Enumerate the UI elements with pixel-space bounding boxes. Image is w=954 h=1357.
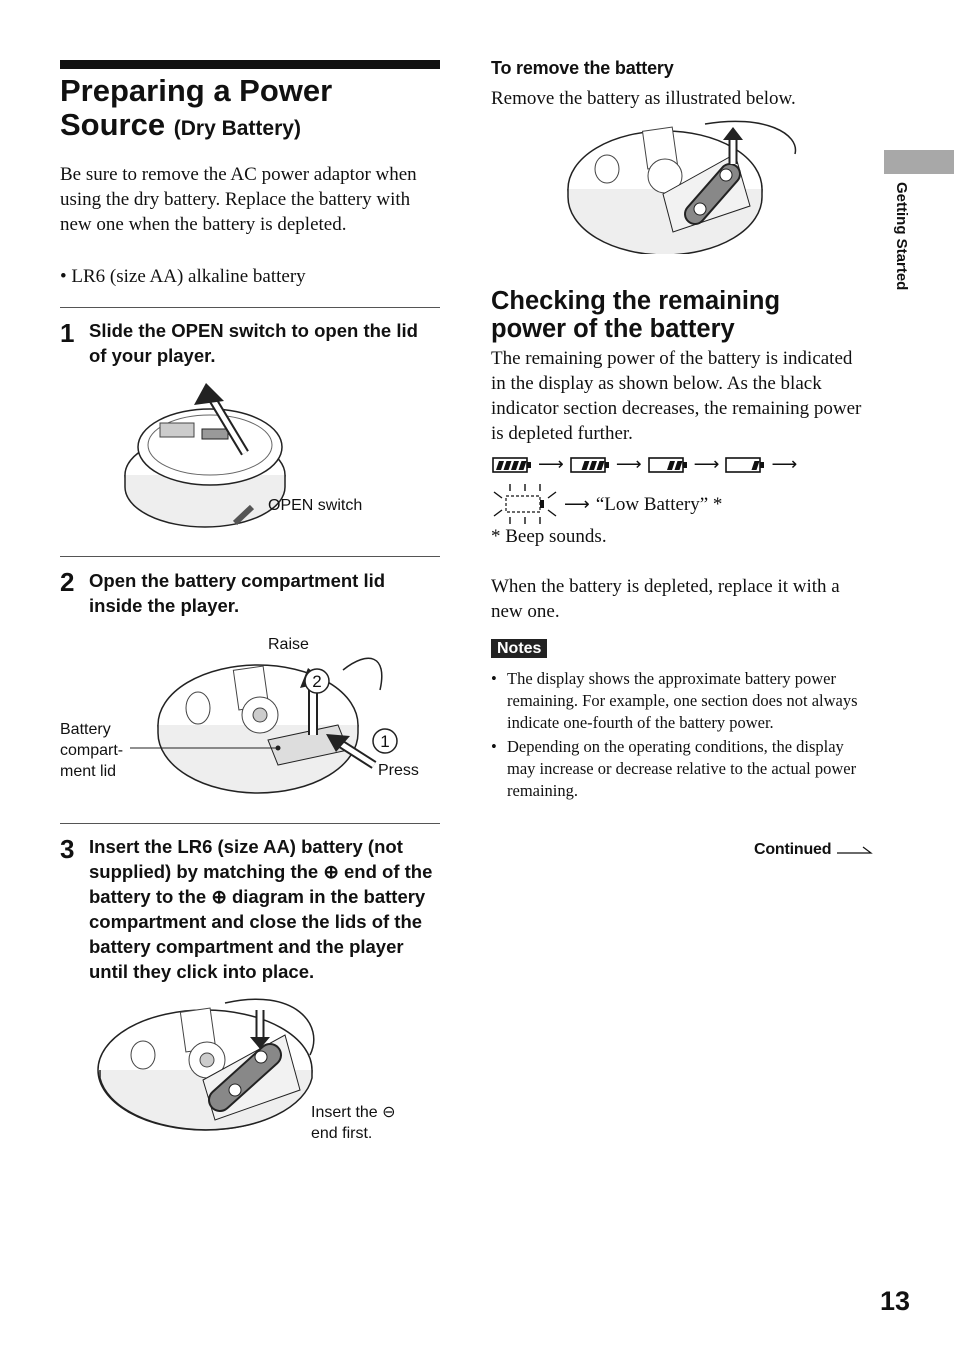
raise-label: Raise (268, 636, 309, 653)
checking-heading-line1: Checking the remaining (491, 287, 781, 315)
marker-1: 1 (380, 732, 390, 751)
step-3-text: Insert the LR6 (size AA) battery (not supplied) by matching the ⊕ end of the battery to the ⊕ diagram in the battery compartment and close the lids of the battery compartment and the player until they click into place. (89, 836, 433, 982)
step-1-number: 1 (60, 318, 75, 348)
divider (60, 556, 440, 557)
page-title (60, 74, 440, 146)
remove-battery-illustration (565, 114, 805, 254)
continued-label: Continued (754, 841, 832, 858)
note-item (491, 736, 876, 802)
divider (60, 307, 440, 308)
divider (60, 823, 440, 824)
battery-level-icon (492, 455, 532, 475)
battery-level-icon (648, 455, 688, 475)
lid-label-line3: ment lid (60, 763, 117, 780)
lid-label-line1: Battery (60, 721, 111, 738)
low-battery-text: “Low Battery” * (595, 493, 723, 515)
battery-level-icon (570, 455, 610, 475)
battery-lid-illustration (58, 630, 440, 795)
bullet-icon: • (491, 669, 497, 688)
intro-bullet: • LR6 (size AA) alkaline battery (60, 266, 306, 287)
open-switch-label: OPEN switch (268, 497, 363, 514)
continued-marker (754, 841, 875, 859)
step-2-text: Open the battery compartment lid inside the player. (89, 570, 386, 616)
section-tab (884, 150, 954, 174)
intro-paragraph: Be sure to remove the AC power adaptor when using the dry battery. Replace the battery with new one when the battery is depleted. (60, 164, 417, 235)
step-3-number: 3 (60, 834, 75, 864)
low-battery-row (492, 484, 722, 524)
footnote: * Beep sounds. (491, 526, 607, 547)
arrow-icon: ⟶ (564, 493, 590, 514)
arrow-icon: ⟶ (538, 454, 564, 474)
remove-text: Remove the battery as illustrated below. (491, 88, 796, 109)
lid-label-line2: compart- (60, 742, 124, 759)
insert-battery-illustration (95, 995, 415, 1150)
title-sub: (Dry Battery) (173, 117, 301, 140)
note-item-text: Depending on the operating conditions, the display may increase or decrease relative to the actual power remaining. (507, 737, 857, 800)
arrow-icon: ⟶ (615, 454, 642, 474)
replace-text: When the battery is depleted, replace it with a new one. (491, 576, 840, 622)
checking-heading (491, 287, 871, 343)
battery-sequence (492, 454, 803, 475)
arrow-icon: ⟶ (693, 454, 720, 474)
step-1-text: Slide the OPEN switch to open the lid of your player. (89, 320, 418, 366)
note-item (491, 668, 876, 734)
note-item-text: The display shows the approximate battery power remaining. For example, one section does not always indicate one-fourth of the battery power. (507, 669, 858, 732)
step-2-number: 2 (60, 567, 75, 597)
open-lid-illustration (110, 375, 390, 530)
intro-bullet-text: LR6 (size AA) alkaline battery (71, 266, 306, 287)
notes-badge: Notes (491, 639, 547, 658)
blinking-battery-icon (492, 484, 558, 524)
section-label-text: Getting Started (893, 182, 910, 291)
bullet-icon: • (491, 737, 497, 756)
checking-heading-line2: power of the battery (491, 315, 735, 343)
section-label (888, 182, 912, 312)
battery-level-icon (725, 455, 765, 475)
page-number: 13 (880, 1286, 911, 1316)
title-main: Preparing a Power Source (60, 73, 333, 142)
title-rule (60, 60, 440, 69)
notes-badge-wrap (491, 640, 547, 658)
arrow-icon: ⟶ (771, 454, 798, 474)
insert-label-line2: end first. (311, 1125, 373, 1142)
checking-paragraph: The remaining power of the battery is indicated in the display as shown below. As the black indicator section decreases, the remaining power is depleted further. (491, 348, 862, 444)
remove-heading: To remove the battery (491, 58, 674, 78)
press-label: Press (378, 762, 419, 779)
marker-2: 2 (312, 672, 322, 691)
continued-arrow-icon (835, 843, 875, 857)
insert-label-line1: Insert the ⊖ (311, 1104, 396, 1121)
